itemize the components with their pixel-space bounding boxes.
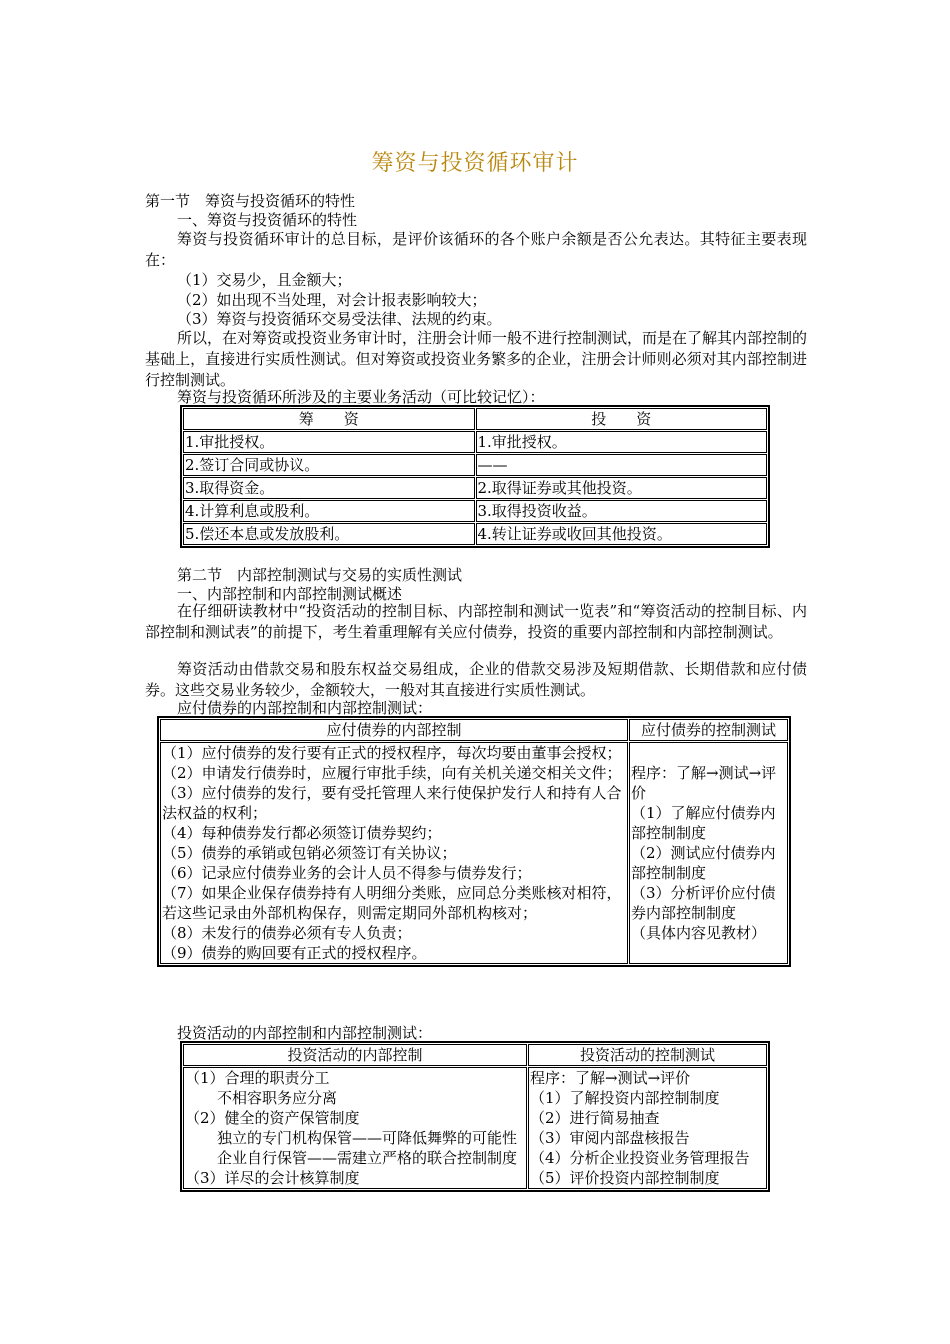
section-1-heading: 第一节 筹资与投资循环的特性 xyxy=(145,192,356,210)
section-1-paragraph-1: 筹资与投资循环审计的总目标，是评价该循环的各个账户余额是否公允表达。其特征主要表现在： xyxy=(145,230,807,269)
bond-control-list xyxy=(160,742,628,964)
list-item: （3）应付债券的发行，要有受托管理人来行使保护发行人和持有人合法权益的权利； xyxy=(162,784,622,822)
list-item: 独立的专门机构保管——可降低舞弊的可能性 xyxy=(217,1129,518,1147)
table-header-cell: 应付债券的控制测试 xyxy=(629,719,788,741)
list-item: （2）如出现不当处理，对会计报表影响较大； xyxy=(177,291,487,309)
table-cell: 2.取得证券或其他投资。 xyxy=(476,477,768,499)
section-1-subheading: 一、筹资与投资循环的特性 xyxy=(177,211,358,229)
section-2-paragraph-2: 筹资活动由借款交易和股东权益交易组成，企业的借款交易涉及短期借款、长期借款和应付债券。这些交易业务较少，金额较大，一般对其直接进行实质性测试。 xyxy=(145,660,807,699)
bond-control-table xyxy=(157,716,791,967)
table-cell: 4.计算利息或股利。 xyxy=(183,500,475,522)
list-item: （6）记录应付债券业务的会计人员不得参与债券发行； xyxy=(162,864,532,882)
list-item: （1）应付债券的发行要有正式的授权程序，每次均要由董事会授权； xyxy=(162,744,622,762)
list-item: （7）如果企业保存债券持有人明细分类账，应同总分类账核对相符，若这些记录由外部机构保存，则需定期同外部机构核对； xyxy=(162,884,622,922)
list-item: （2）测试应付债券内部控制制度 xyxy=(631,844,776,882)
page-title: 筹资与投资循环审计 xyxy=(371,151,579,176)
table-row xyxy=(183,477,767,499)
table-row xyxy=(183,431,767,453)
activities-table xyxy=(180,405,770,548)
investment-control-table xyxy=(180,1041,770,1192)
list-item: （3）筹资与投资循环交易受法律、法规的约束。 xyxy=(177,310,502,328)
section-2-paragraph-1: 在仔细研读教材中“投资活动的控制目标、内部控制和测试一览表”和“筹资活动的控制目标、内部控制和测试表”的前提下，考生着重理解有关应付债券，投资的重要内部控制和内部控制测试。 xyxy=(145,602,807,641)
table-row xyxy=(160,742,788,964)
list-item: （1）合理的职责分工 xyxy=(185,1069,330,1087)
list-item: （3）分析评价应付债券内部控制制度 xyxy=(631,884,776,922)
table-cell: —— xyxy=(476,454,768,476)
table-header-cell: 投资活动的内部控制 xyxy=(183,1044,527,1066)
table-row xyxy=(183,454,767,476)
list-item: （具体内容见教材） xyxy=(631,924,767,942)
table-cell: 1.审批授权。 xyxy=(183,431,475,453)
bond-test-list xyxy=(629,742,788,964)
list-item: 程序：了解→测试→评价 xyxy=(530,1069,691,1087)
table-cell: 3.取得投资收益。 xyxy=(476,500,768,522)
table-cell: 1.审批授权。 xyxy=(476,431,768,453)
table-header-row xyxy=(183,1044,767,1066)
list-item: （3）审阅内部盘核报告 xyxy=(530,1129,690,1147)
bond-table-caption: 应付债券的内部控制和内部控制测试： xyxy=(177,699,433,717)
table-header-row xyxy=(160,719,788,741)
table-row xyxy=(183,1067,767,1189)
list-item: （1）交易少，且金额大； xyxy=(177,271,352,289)
table-cell: 3.取得资金。 xyxy=(183,477,475,499)
list-item: 程序：了解→测试→评价 xyxy=(631,764,777,802)
list-item: （3）详尽的会计核算制度 xyxy=(185,1169,360,1187)
list-item: （9）债券的购回要有正式的授权程序。 xyxy=(162,944,427,962)
table-cell: 4.转让证券或收回其他投资。 xyxy=(476,523,768,545)
table-row xyxy=(183,500,767,522)
list-item: （2）健全的资产保管制度 xyxy=(185,1109,360,1127)
investment-test-list xyxy=(528,1067,767,1189)
list-item: 不相容职务应分离 xyxy=(217,1089,338,1107)
list-item: （5）债券的承销或包销必须签订有关协议； xyxy=(162,844,457,862)
section-2-subheading: 一、内部控制和内部控制测试概述 xyxy=(177,585,403,603)
table-header-row xyxy=(183,408,767,430)
table-cell: 2.签订合同或协议。 xyxy=(183,454,475,476)
activities-table-caption: 筹资与投资循环所涉及的主要业务活动（可比较记忆）： xyxy=(177,388,545,406)
section-2-heading: 第二节 内部控制测试与交易的实质性测试 xyxy=(177,566,463,584)
list-item: （4）分析企业投资业务管理报告 xyxy=(530,1149,750,1167)
list-item: （1）了解应付债券内部控制制度 xyxy=(631,804,776,842)
list-item: （1）了解投资内部控制制度 xyxy=(530,1089,720,1107)
list-item: （2）申请发行债券时，应履行审批手续，向有关机关递交相关文件； xyxy=(162,764,622,782)
list-item: （4）每种债券发行都必须签订债券契约； xyxy=(162,824,442,842)
investment-control-list xyxy=(183,1067,527,1189)
table-header-cell: 投资活动的控制测试 xyxy=(528,1044,767,1066)
table-header-cell: 筹 资 xyxy=(183,408,475,430)
table-cell: 5.偿还本息或发放股利。 xyxy=(183,523,475,545)
table-row xyxy=(183,523,767,545)
list-item: 企业自行保管——需建立严格的联合控制制度 xyxy=(217,1149,518,1167)
table-header-cell: 应付债券的内部控制 xyxy=(160,719,628,741)
list-item: （8）未发行的债券必须有专人负责； xyxy=(162,924,412,942)
section-1-paragraph-2: 所以，在对筹资或投资业务审计时，注册会计师一般不进行控制测试，而是在了解其内部控制的基础上，直接进行实质性测试。但对筹资或投资业务繁多的企业，注册会计师则必须对其内部控制进行控制测试。 xyxy=(145,329,808,389)
list-item: （5）评价投资内部控制制度 xyxy=(530,1169,720,1187)
investment-table-caption: 投资活动的内部控制和内部控制测试： xyxy=(177,1024,433,1042)
list-item: （2）进行简易抽查 xyxy=(530,1109,660,1127)
table-header-cell: 投 资 xyxy=(476,408,768,430)
